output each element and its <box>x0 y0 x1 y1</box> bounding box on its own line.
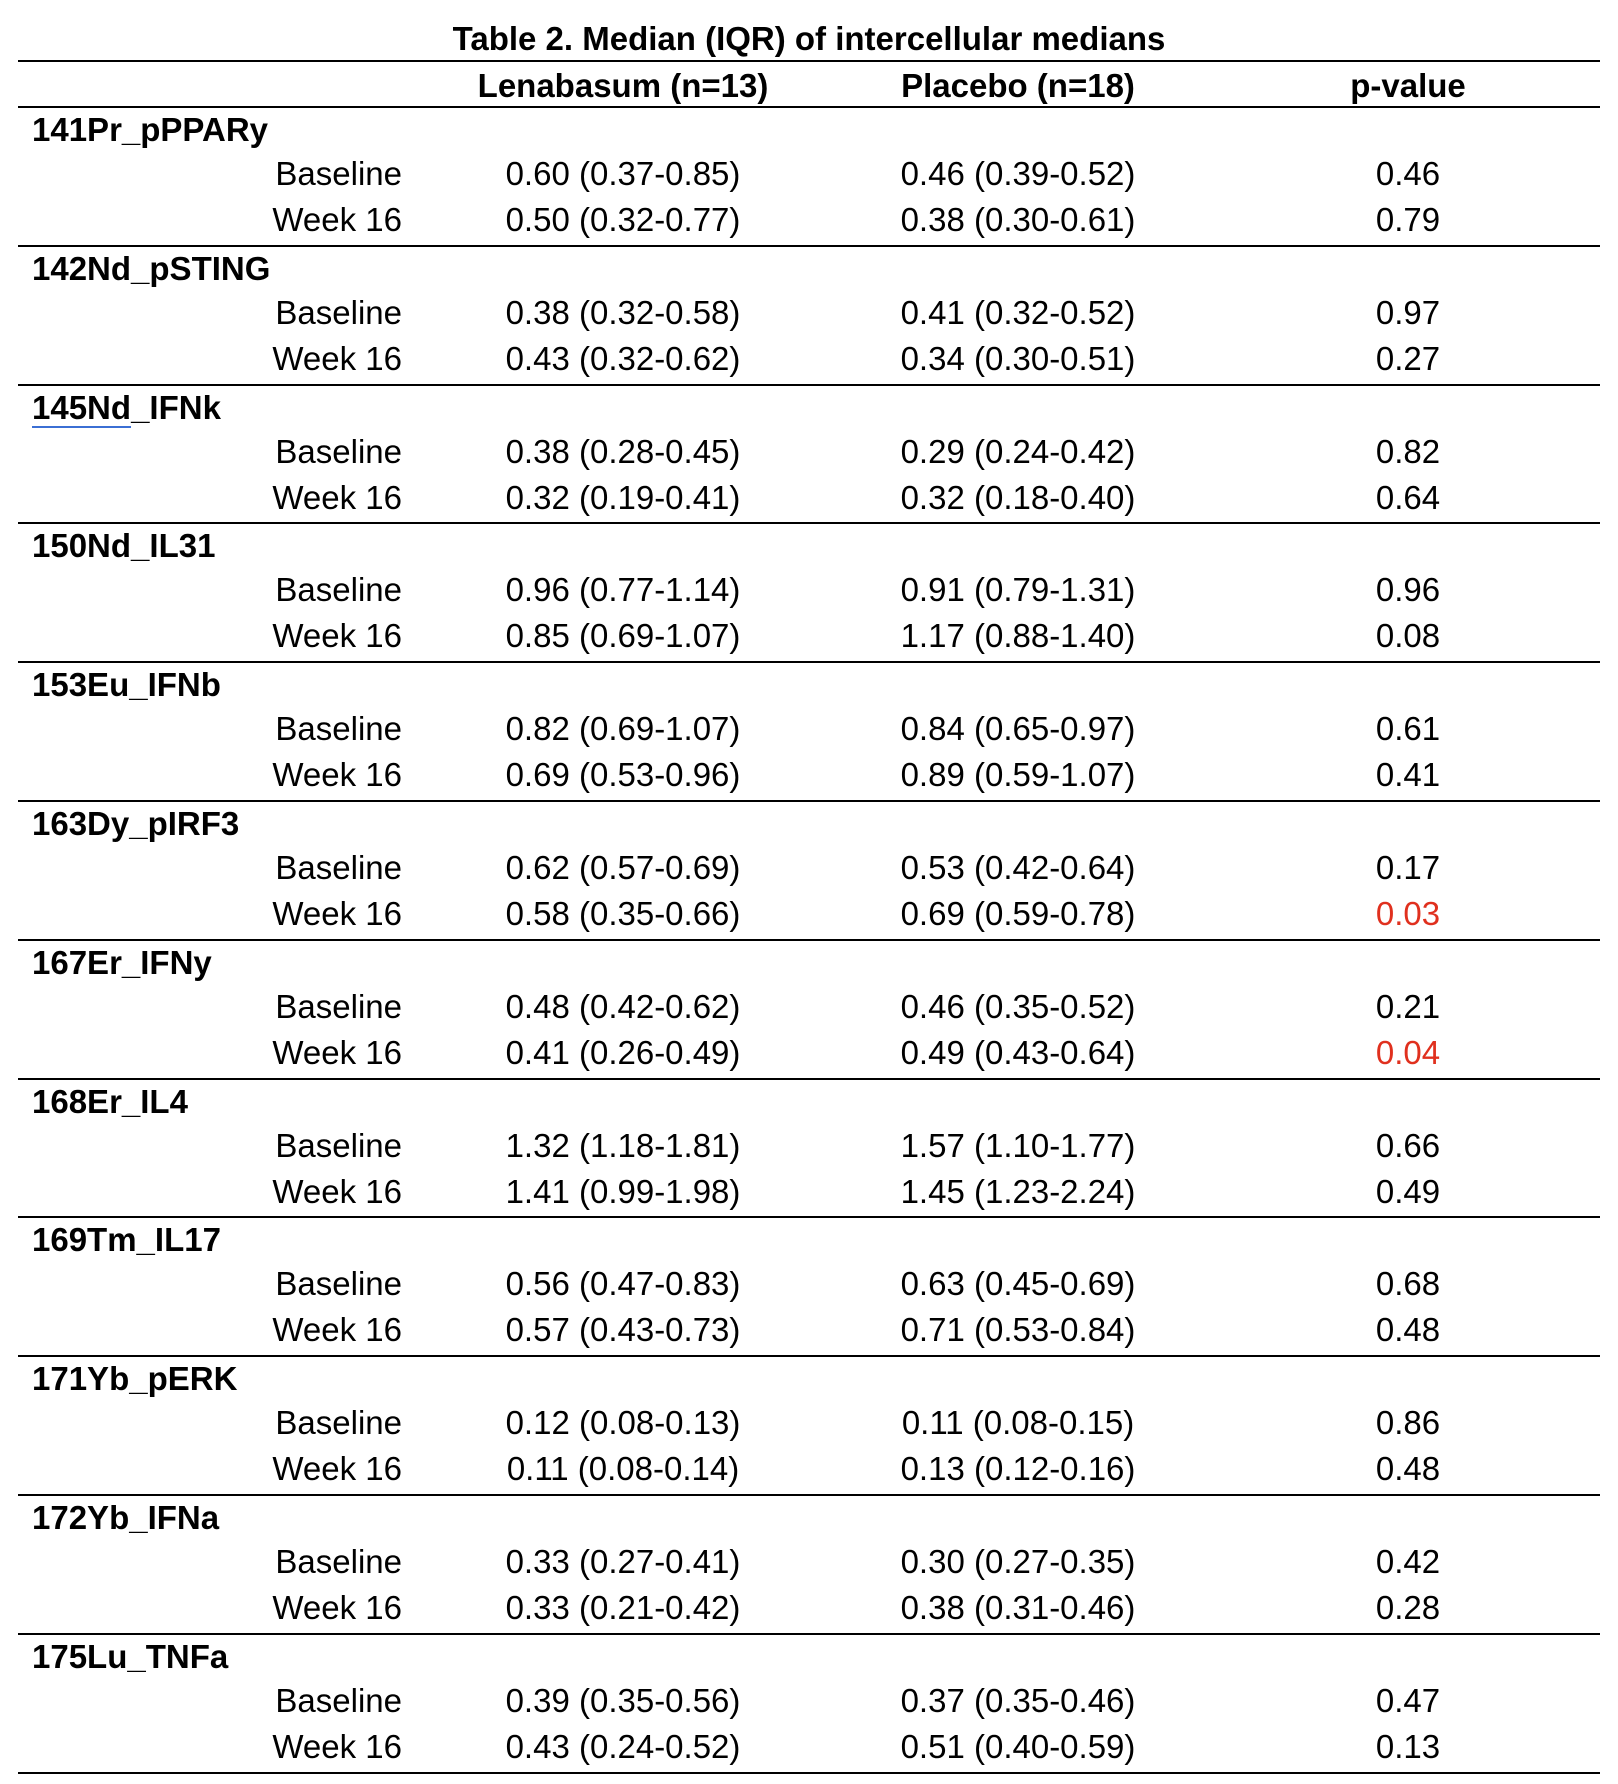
p-value: 0.03 <box>1375 895 1441 932</box>
placebo-value: 0.30 (0.27-0.35) <box>900 1543 1136 1580</box>
p-value: 0.04 <box>1375 1033 1441 1071</box>
timepoint-label: Baseline <box>275 155 402 192</box>
lenabasum-value: 0.38 (0.28-0.45) <box>505 432 741 470</box>
placebo-value: 0.84 (0.65-0.97) <box>900 710 1136 748</box>
p-value: 0.48 <box>1375 1311 1441 1349</box>
placebo-value: 0.13 (0.12-0.16) <box>900 1450 1136 1488</box>
group-separator <box>18 1772 1600 1774</box>
placebo-value: 0.41 (0.32-0.52) <box>900 293 1136 331</box>
results-table <box>18 0 1600 1784</box>
p-value: 0.13 <box>1375 1727 1441 1765</box>
lenabasum-value: 0.82 (0.69-1.07) <box>505 710 741 748</box>
lenabasum-value: 0.56 (0.47-0.83) <box>505 1265 741 1303</box>
timepoint-label: Baseline <box>275 1126 402 1164</box>
lenabasum-value: 0.43 (0.24-0.52) <box>505 1727 741 1765</box>
timepoint-label: Baseline <box>275 710 402 748</box>
group-separator <box>18 1633 1600 1635</box>
p-value: 0.61 <box>1375 710 1441 748</box>
marker-name: 163Dy_pIRF3 <box>32 805 240 842</box>
lenabasum-value: 0.11 (0.08-0.14) <box>506 1450 740 1488</box>
marker-name: 175Lu_TNFa <box>32 1637 229 1675</box>
timepoint-label: Baseline <box>275 1404 402 1442</box>
marker-name: 153Eu_IFNb <box>32 666 221 704</box>
timepoint-label: Week 16 <box>272 617 402 655</box>
lenabasum-value: 0.57 (0.43-0.73) <box>505 1311 741 1349</box>
header-top-rule <box>18 60 1600 62</box>
lenabasum-value: 0.33 (0.27-0.41) <box>505 1543 741 1580</box>
lenabasum-value: 0.12 (0.08-0.13) <box>505 1404 741 1442</box>
placebo-value: 0.46 (0.35-0.52) <box>900 987 1136 1025</box>
group-separator <box>18 939 1600 941</box>
header-placebo: Placebo (n=18) <box>901 67 1135 104</box>
placebo-value: 0.63 (0.45-0.69) <box>900 1265 1136 1303</box>
group-separator <box>18 1078 1600 1080</box>
marker-name: 142Nd_pSTING <box>32 249 271 287</box>
p-value: 0.41 <box>1375 756 1441 794</box>
placebo-value: 0.32 (0.18-0.40) <box>900 478 1136 516</box>
timepoint-label: Baseline <box>275 1681 402 1719</box>
lenabasum-value: 1.32 (1.18-1.81) <box>505 1126 741 1164</box>
timepoint-label: Week 16 <box>272 895 402 932</box>
timepoint-label: Week 16 <box>272 756 402 794</box>
lenabasum-value: 0.50 (0.32-0.77) <box>505 201 741 238</box>
timepoint-label: Baseline <box>275 571 402 609</box>
marker-name: 172Yb_IFNa <box>32 1499 220 1536</box>
timepoint-label: Week 16 <box>272 339 402 377</box>
group-separator <box>18 1494 1600 1496</box>
timepoint-label: Week 16 <box>272 1589 402 1626</box>
p-value: 0.82 <box>1375 432 1441 470</box>
p-value: 0.49 <box>1375 1172 1441 1210</box>
marker-name: 150Nd_IL31 <box>32 527 216 565</box>
p-value: 0.28 <box>1375 1589 1441 1626</box>
timepoint-label: Week 16 <box>272 1727 402 1765</box>
header-pvalue: p-value <box>1350 67 1466 104</box>
timepoint-label: Baseline <box>275 293 402 331</box>
placebo-value: 0.11 (0.08-0.15) <box>901 1404 1135 1442</box>
p-value: 0.21 <box>1375 987 1441 1025</box>
p-value: 0.08 <box>1375 617 1441 655</box>
placebo-value: 0.91 (0.79-1.31) <box>900 571 1136 609</box>
placebo-value: 0.34 (0.30-0.51) <box>900 339 1136 377</box>
marker-name: 169Tm_IL17 <box>32 1221 221 1259</box>
placebo-value: 0.69 (0.59-0.78) <box>900 895 1136 932</box>
lenabasum-value: 0.96 (0.77-1.14) <box>505 571 741 609</box>
lenabasum-value: 0.69 (0.53-0.96) <box>505 756 741 794</box>
placebo-value: 0.29 (0.24-0.42) <box>900 432 1136 470</box>
lenabasum-value: 1.41 (0.99-1.98) <box>505 1172 741 1210</box>
marker-name: 171Yb_pERK <box>32 1360 238 1398</box>
lenabasum-value: 0.85 (0.69-1.07) <box>505 617 741 655</box>
timepoint-label: Week 16 <box>272 1311 402 1349</box>
lenabasum-value: 0.60 (0.37-0.85) <box>505 155 741 192</box>
group-separator <box>18 384 1600 386</box>
placebo-value: 0.51 (0.40-0.59) <box>900 1727 1136 1765</box>
timepoint-label: Baseline <box>275 1543 402 1580</box>
placebo-value: 0.37 (0.35-0.46) <box>900 1681 1136 1719</box>
placebo-value: 1.45 (1.23-2.24) <box>900 1172 1136 1210</box>
p-value: 0.79 <box>1375 201 1441 238</box>
timepoint-label: Baseline <box>275 987 402 1025</box>
p-value: 0.17 <box>1375 849 1441 886</box>
marker-name: 167Er_IFNy <box>32 943 212 981</box>
p-value: 0.86 <box>1375 1404 1441 1442</box>
placebo-value: 0.53 (0.42-0.64) <box>900 849 1136 886</box>
timepoint-label: Week 16 <box>272 478 402 516</box>
p-value: 0.42 <box>1375 1543 1441 1580</box>
p-value: 0.66 <box>1375 1126 1441 1164</box>
lenabasum-value: 0.39 (0.35-0.56) <box>505 1681 741 1719</box>
lenabasum-value: 0.33 (0.21-0.42) <box>505 1589 741 1626</box>
timepoint-label: Week 16 <box>272 201 402 238</box>
lenabasum-value: 0.58 (0.35-0.66) <box>505 895 741 932</box>
lenabasum-value: 0.38 (0.32-0.58) <box>505 293 741 331</box>
p-value: 0.68 <box>1375 1265 1441 1303</box>
timepoint-label: Week 16 <box>272 1033 402 1071</box>
group-separator <box>18 522 1600 524</box>
group-separator <box>18 1355 1600 1357</box>
placebo-value: 0.38 (0.31-0.46) <box>900 1589 1136 1626</box>
placebo-value: 0.46 (0.39-0.52) <box>900 155 1136 192</box>
lenabasum-value: 0.48 (0.42-0.62) <box>505 987 741 1025</box>
lenabasum-value: 0.41 (0.26-0.49) <box>505 1033 741 1071</box>
marker-name: 145Nd_IFNk <box>32 388 221 426</box>
p-value: 0.48 <box>1375 1450 1441 1488</box>
group-separator <box>18 1216 1600 1218</box>
p-value: 0.27 <box>1375 339 1441 377</box>
placebo-value: 1.17 (0.88-1.40) <box>900 617 1136 655</box>
timepoint-label: Baseline <box>275 1265 402 1303</box>
table-title: Table 2. Median (IQR) of intercellular medians <box>452 20 1166 57</box>
lenabasum-value: 0.32 (0.19-0.41) <box>505 478 741 516</box>
placebo-value: 1.57 (1.10-1.77) <box>900 1126 1136 1164</box>
p-value: 0.96 <box>1375 571 1441 609</box>
marker-name: 168Er_IL4 <box>32 1082 188 1120</box>
lenabasum-value: 0.62 (0.57-0.69) <box>505 849 741 886</box>
p-value: 0.64 <box>1375 478 1441 516</box>
timepoint-label: Week 16 <box>272 1450 402 1488</box>
group-separator <box>18 800 1600 802</box>
group-separator <box>18 661 1600 663</box>
p-value: 0.47 <box>1375 1681 1441 1719</box>
lenabasum-value: 0.43 (0.32-0.62) <box>505 339 741 377</box>
timepoint-label: Baseline <box>275 432 402 470</box>
placebo-value: 0.49 (0.43-0.64) <box>900 1033 1136 1071</box>
marker-name: 141Pr_pPPARy <box>32 111 269 148</box>
p-value: 0.46 <box>1375 155 1441 192</box>
placebo-value: 0.89 (0.59-1.07) <box>900 756 1136 794</box>
p-value: 0.97 <box>1375 293 1441 331</box>
placebo-value: 0.38 (0.30-0.61) <box>900 201 1136 238</box>
timepoint-label: Week 16 <box>272 1172 402 1210</box>
placebo-value: 0.71 (0.53-0.84) <box>900 1311 1136 1349</box>
timepoint-label: Baseline <box>275 849 402 886</box>
header-lenabasum: Lenabasum (n=13) <box>477 67 769 104</box>
